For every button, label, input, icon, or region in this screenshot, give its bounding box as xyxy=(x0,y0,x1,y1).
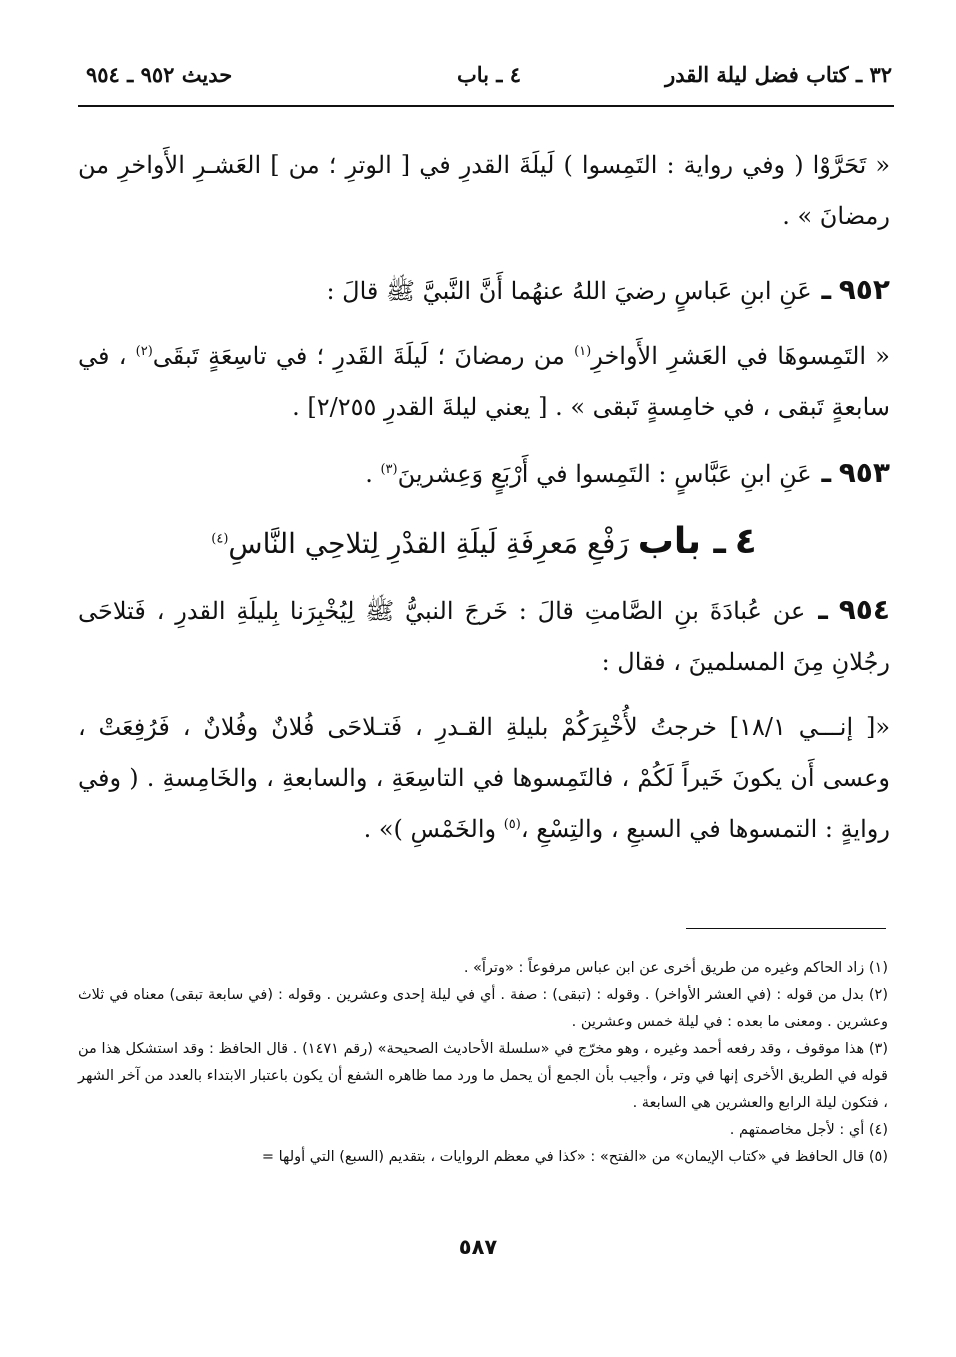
hadith-text: «[ إنـــي ١٨/١] خرجتُ لأُخْبِرَكُمْ بليلةِ القـدرِ ، فَتـلاحَى فُلانٌ وفُلانٌ ، فَرُفِعَتْ ، وعسى أَن يكونَ خَيراً لَكُمْ ، فالتَمِسوها في التاسِعَةِ ، والسابعةِ ، والخَامِسةِ . ( وفي روايةٍ : التمسوها في السبعِ ، والتِسْعِ ، xyxy=(78,713,891,843)
hadith-text: والخَمْسِ )» . xyxy=(363,815,504,843)
header-book-title: ٣٢ ـ كتاب فضل ليلة القدر xyxy=(665,62,892,87)
footnote-ref-5[interactable]: (٥) xyxy=(503,817,521,832)
chapter-word: باب xyxy=(637,521,701,562)
header-divider xyxy=(78,105,894,107)
hadith-intro-text: عَنِ ابنِ عَباسٍ رضيَ اللهُ عنهُما أَنَّ النَّبيَّ ﷺ قالَ : xyxy=(326,277,812,305)
main-text xyxy=(78,140,890,855)
punctuation: . xyxy=(365,460,381,488)
hadith-952-intro xyxy=(78,264,890,317)
running-header xyxy=(86,62,892,96)
hadith-number: ٩٥٤ xyxy=(838,593,890,626)
footnote-4: (٤) أي : لأجل مخاصمتهم . xyxy=(729,1122,888,1138)
footnote-5: (٥) قال الحافظ في «كتاب الإيمان» من «الفتح» : «كذا في معظم الروايات ، بتقديم (السبع) التي أولها = xyxy=(261,1149,888,1165)
footnote-ref-4[interactable]: (٤) xyxy=(211,531,229,547)
footnote-ref-1[interactable]: (١) xyxy=(574,344,592,359)
hadith-intro-text: عن عُبادَةَ بنِ الصَّامتِ قالَ : خَرجَ النبيُّ ﷺ لِيُخْبِرَنا بِليلَةِ القدرِ ، فَتلاحَى رجُلانِ مِنَ المسلمينَ ، فقال : xyxy=(78,597,890,676)
hadith-number: ٩٥٢ xyxy=(838,273,890,306)
footnotes xyxy=(78,955,888,1171)
dash-separator: ـ xyxy=(811,456,832,489)
hadith-number: ٩٥٣ xyxy=(838,456,890,489)
footnote-2: (٢) بدل من قوله : (في العشر الأواخر) . وقوله : (تبقى) : صفة . أي في ليلة إحدى وعشرين . وقوله : (في سابعة تبقى) معناه في ثلاث وعشرين . ومعنى ما بعده : في ليلة خمس وعشرين . xyxy=(78,987,888,1030)
paragraph-hadith-951-end: « تَحَرَّوْا ( وفي رواية : التَمِسوا ) لَيلَةَ القدرِ في [ الوترِ ؛ من ] العَشـرِ الأَواخرِ من رمضانَ » . xyxy=(78,151,890,230)
chapter-title: رَفْعِ مَعرِفَةِ لَيلَةِ القدْرِ لِتلاحِي النَّاسِ xyxy=(228,527,629,560)
hadith-952-text xyxy=(78,331,890,433)
dash-separator: ـ xyxy=(700,521,726,562)
footnote-1: (١) زاد الحاكم وغيره من طريق أخرى عن ابن عباس مرفوعاً : «وتراً» . xyxy=(463,960,888,976)
hadith-954-text xyxy=(78,702,890,855)
dash-separator: ـ xyxy=(805,593,828,626)
header-chapter: ٤ ـ باب xyxy=(456,62,522,87)
header-hadith-range: حديث ٩٥٢ ـ ٩٥٤ xyxy=(86,62,233,87)
footnote-3: (٣) هذا موقوف ، وقد رفعه أحمد وغيره ، وهو مخرّج في «سلسلة الأحاديث الصحيحة» (رقم ١٤٧١) . قال الحافظ : وقد استشكل هذا من قوله في الطريق الأخرى إنها في وتر ، وأجيب بأن الجمع أن يحمل ما ورد مما ظاهره الشفع أن يكون باعتبار الابتداء بالعدد من آخر الشهر ، فتكون ليلة الرابع والعشرين هي السابعة . xyxy=(78,1041,888,1111)
footnote-ref-2[interactable]: (٢) xyxy=(135,344,153,359)
chapter-heading xyxy=(78,514,890,572)
chapter-number: ٤ xyxy=(734,521,757,562)
page-number: ٥٨٧ xyxy=(458,1235,498,1259)
footnote-divider xyxy=(686,928,886,929)
hadith-text: « التَمِسوهَا في العَشرِ الأَواخرِ xyxy=(591,342,890,370)
hadith-text: من رمضانَ ؛ لَيلَةَ القَدرِ ؛ في تاسِعَةٍ تَبقَى xyxy=(152,342,575,370)
hadith-text: ، في سابعةٍ تَبقى ، في خامِسةٍ تَبقى » . [ يعني ليلةَ القدرِ ٢/٢٥٥] . xyxy=(78,342,890,421)
hadith-953 xyxy=(78,447,890,500)
footnote-ref-3[interactable]: (٣) xyxy=(380,462,398,477)
dash-separator: ـ xyxy=(811,273,832,306)
hadith-text: عَنِ ابنِ عَبَّاسٍ : التَمِسوا في أَرْبَعٍ وَعِشرينَ xyxy=(397,460,812,488)
hadith-954-intro xyxy=(78,584,890,688)
